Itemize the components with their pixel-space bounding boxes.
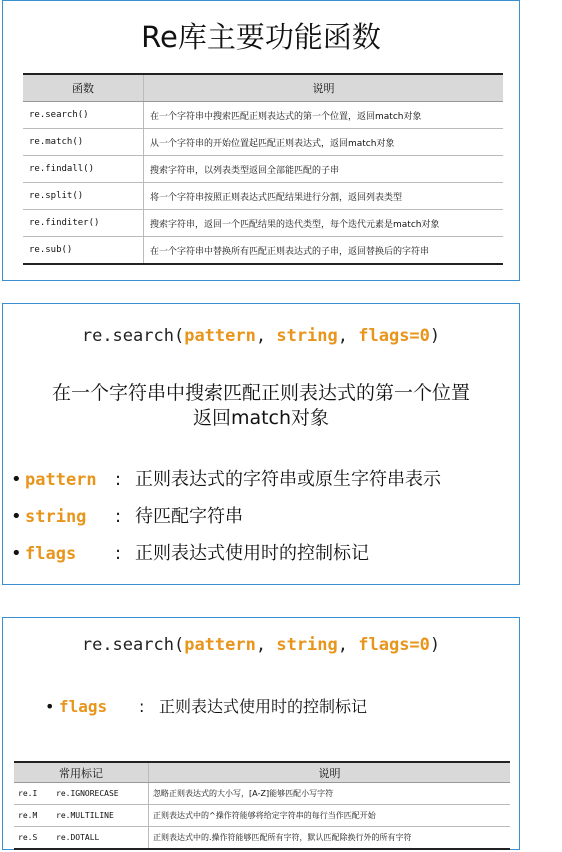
table-row (23, 102, 503, 129)
param-name: flags (25, 544, 77, 564)
param-flags (45, 694, 367, 717)
param-description: 正则表达式使用时的控制标记 (159, 697, 368, 716)
function-description: 搜索字符串，返回一个匹配结果的迭代类型，每个迭代元素是match对象 (144, 210, 504, 237)
signature-separator: , (255, 326, 277, 346)
function-description: 在一个字符串中替换所有匹配正则表达式的子串，返回替换后的字符串 (144, 237, 504, 265)
function-name: re.match() (23, 129, 144, 156)
table-row (23, 156, 503, 183)
param-description: 正则表达式的字符串或原生字符串表示 (135, 469, 441, 490)
re-functions-card (2, 0, 520, 281)
function-signature (3, 326, 519, 346)
function-name: re.findall() (23, 156, 144, 183)
functions-table (23, 73, 503, 265)
signature-arg-string: string (276, 635, 338, 655)
signature-arg-pattern: pattern (184, 635, 256, 655)
table-header-row (23, 74, 503, 102)
param-colon: : (139, 697, 145, 716)
param-description: 待匹配字符串 (135, 506, 243, 527)
param-colon: : (115, 469, 122, 490)
flag-description: 忽略正则表达式的大小写，[A‐Z]能够匹配小写字符 (149, 783, 511, 805)
signature-arg-flags: flags=0 (358, 326, 430, 346)
signature-prefix: re.search( (81, 635, 185, 655)
function-name: re.finditer() (23, 210, 144, 237)
function-name: re.split() (23, 183, 144, 210)
table-row (23, 237, 503, 265)
bullet-icon: • (45, 697, 55, 716)
signature-arg-string: string (276, 326, 338, 346)
flag-description: 正则表达式中的^操作符能够将给定字符串的每行当作匹配开始 (149, 805, 511, 827)
param-description: 正则表达式使用时的控制标记 (135, 543, 369, 564)
header-description: 说明 (144, 74, 504, 102)
signature-prefix: re.search( (81, 326, 185, 346)
bullet-icon: • (11, 543, 22, 564)
function-description: 搜索字符串，以列表类型返回全部能匹配的子串 (144, 156, 504, 183)
signature-arg-flags: flags=0 (358, 635, 430, 655)
bullet-icon: • (11, 506, 22, 527)
table-header-row (14, 762, 510, 783)
description-line-1: 在一个字符串中搜索匹配正则表达式的第一个位置 (51, 382, 470, 404)
param-name: pattern (25, 470, 97, 490)
param-name: flags (59, 697, 108, 716)
header-description: 说明 (149, 762, 511, 783)
re-search-card (2, 303, 520, 585)
flag-long: re.IGNORECASE (52, 783, 149, 805)
header-function: 函数 (23, 74, 144, 102)
function-description: 从一个字符串的开始位置起匹配正则表达式，返回match对象 (144, 129, 504, 156)
flag-short: re.S (14, 827, 52, 850)
description-line-2: 返回match对象 (192, 407, 330, 429)
function-description: 在一个字符串中搜索匹配正则表达式的第一个位置，返回match对象 (144, 102, 504, 129)
re-flags-card (2, 617, 520, 850)
table-row (14, 783, 510, 805)
function-description (3, 381, 519, 431)
signature-suffix: ) (429, 326, 441, 346)
param-string (11, 502, 243, 528)
function-name: re.search() (23, 102, 144, 129)
signature-separator: , (337, 635, 359, 655)
flags-table (14, 761, 510, 850)
card-title: Re库主要功能函数 (141, 20, 381, 54)
header-flag: 常用标记 (14, 762, 149, 783)
signature-suffix: ) (429, 635, 441, 655)
flag-short: re.M (14, 805, 52, 827)
table-row (14, 827, 510, 850)
table-row (23, 210, 503, 237)
flag-long: re.MULTILINE (52, 805, 149, 827)
function-description: 将一个字符串按照正则表达式匹配结果进行分割，返回列表类型 (144, 183, 504, 210)
table-row (23, 183, 503, 210)
function-signature (3, 635, 519, 655)
param-pattern (11, 465, 441, 491)
function-name: re.sub() (23, 237, 144, 265)
param-colon: : (115, 506, 122, 527)
signature-arg-pattern: pattern (184, 326, 256, 346)
signature-separator: , (255, 635, 277, 655)
table-row (14, 805, 510, 827)
bullet-icon: • (11, 469, 22, 490)
flag-description: 正则表达式中的.操作符能够匹配所有字符，默认匹配除换行外的所有字符 (149, 827, 511, 850)
table-row (23, 129, 503, 156)
signature-separator: , (337, 326, 359, 346)
param-colon: : (115, 543, 122, 564)
flag-long: re.DOTALL (52, 827, 149, 850)
flag-short: re.I (14, 783, 52, 805)
param-name: string (25, 507, 87, 527)
param-flags (11, 539, 369, 565)
